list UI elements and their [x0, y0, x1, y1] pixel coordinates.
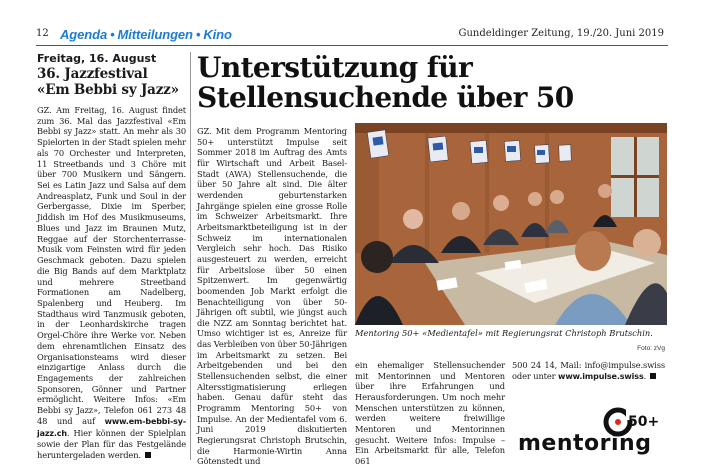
jazz-headline-line2: «Em Bebbi sy Jazz»	[37, 82, 179, 98]
article-column-3-part1: 500 24 14, Mail: info@impulse.swiss oder unter	[512, 360, 665, 381]
event-date: Freitag, 16. August	[37, 52, 157, 65]
logo-suffix: 50+	[628, 414, 660, 430]
jazz-website-link[interactable]: www.em-bebbi-sy-jazz.ch	[37, 416, 186, 438]
page-number: 12	[36, 28, 49, 39]
article-end-mark	[650, 373, 656, 379]
header-divider	[36, 45, 668, 46]
article-column-3-part2: .	[643, 370, 647, 381]
logo-wordmark: mentoring	[518, 431, 652, 456]
section-separator: •	[195, 27, 201, 42]
photo-caption: Mentoring 50+ «Medientafel» mit Regierungsrat Christoph Brutschin.	[355, 328, 653, 338]
article-column-3	[512, 360, 665, 382]
newspaper-info: Gundeldinger Zeitung, 19./20. Juni 2019	[458, 28, 664, 39]
jazz-body-text	[37, 105, 186, 461]
section-mitteilungen[interactable]: Mitteilungen	[117, 27, 193, 42]
jazz-headline	[37, 66, 186, 98]
article-headline-line2: Stellensuchende über 50	[197, 81, 574, 114]
section-kino[interactable]: Kino	[203, 27, 232, 42]
photo-illustration	[355, 123, 667, 325]
section-agenda[interactable]: Agenda	[60, 27, 108, 42]
jazz-body-part1: GZ. Am Freitag, 16. August findet zum 36. Mal das Jazzfestival «Em Bebbi sy Jazz» statt. An mehr als 30 Spielorten in der Stadt spielen mehr als 70 Orchester und Interpreten, 11 Streetbands und 3 Chöre mit über 700 Musikern und Sängern. Sei es Latin Jazz und Salsa auf dem Andreasplatz, Funk und Soul in der Gerbergasse, Dixie im Sperber, Jiddish im Hof des Musikmuseums, Blues und Jazz im Braunen Mutz, Reggae auf der Storchenterrasse-Musik vom Feinsten wird für jeden Geschmack geboten. Dazu spielen die Big Bands auf dem Marktplatz und mehrere Streetband Formationen am Nadelberg, Spalenberg und Heuberg. Im Stadthaus wird Tanzmusik geboten, in der Leonhardskirche tragen Orgel-Chöre ihre Werke vor. Neben dem ehrenamtlichen Einsatz des Organisationsteams wird dieser einzigartige Anlass durch die Engagements der zahlreichen Sponsoren, Gönner und Partner ermöglicht. Weitere Infos: «Em Bebbi sy Jazz», Telefon 061 273 48 48 und auf	[37, 105, 186, 426]
jazz-headline-line1: 36. Jazzfestival	[37, 66, 148, 82]
page-header	[36, 0, 668, 42]
section-separator: •	[110, 27, 115, 42]
section-nav	[60, 27, 232, 42]
press-conference-photo	[355, 123, 667, 325]
article-end-mark	[145, 452, 151, 458]
jazz-festival-article	[37, 52, 186, 461]
article-headline	[197, 53, 667, 113]
article-headline-line1: Unterstützung für	[197, 51, 473, 84]
photo-credit: Foto: zVg	[637, 345, 665, 352]
impulse-website-link[interactable]: www.impulse.swiss	[558, 371, 644, 381]
jazz-body-part2: . Hier können der Spielplan sowie der Plan für das Festgelände heruntergeladen werden.	[37, 427, 186, 460]
column-divider	[190, 52, 191, 460]
article-column-1: GZ. Mit dem Programm Mentoring 50+ unterstützt Impulse seit Sommer 2018 im Auftrag des Amts für Wirtschaft und Arbeit Basel-Stadt (AWA) Stellensuchende, die über 50 Jahre alt sind. Die älter werdenden geburtenstarken Jahrgänge spielen eine grosse Rolle im Schweizer Arbeitsmarkt. Ihre Arbeitsmarktbeteiligung ist in der Schweiz im internationalen Vergleich sehr hoch. Das Risiko ausgesteuert zu werden, erreicht für Arbeitslose über 50 einen Spitzenwert. Im gegenwärtig boomenden Job Markt erfolgt die Benachteiligung von über 50-Jährigen oft subtil, wie jüngst auch die NZZ am Sonntag berichtet hat. Umso wichtiger ist es, Anreize für das Verbleiben von über 50-Jährigen im Arbeitsmarkt zu setzen. Bei Arbeitgebenden und bei den Stellensuchenden selbst, die einer Altersstigmatisierung erliegen haben. Genau dafür steht das Programm Mentoring 50+ von Impulse. An der Medientafel vom 6. Juni 2019 diskutierten Regierungsrat Christoph Brutschin, die Harmonie-Wirtin Anna Götenstedt und	[197, 126, 347, 467]
article-column-2: ein ehemaliger Stellensuchender mit Mentorinnen und Mentoren über ihre Erfahrungen und Herausforderungen. Um noch mehr Menschen unterstützen zu können, werden weitere freiwillige Mentoren und Mentorinnen gesucht. Weitere Infos: Impulse – Ein Arbeitsmarkt für alle, Telefon 061	[355, 360, 505, 466]
